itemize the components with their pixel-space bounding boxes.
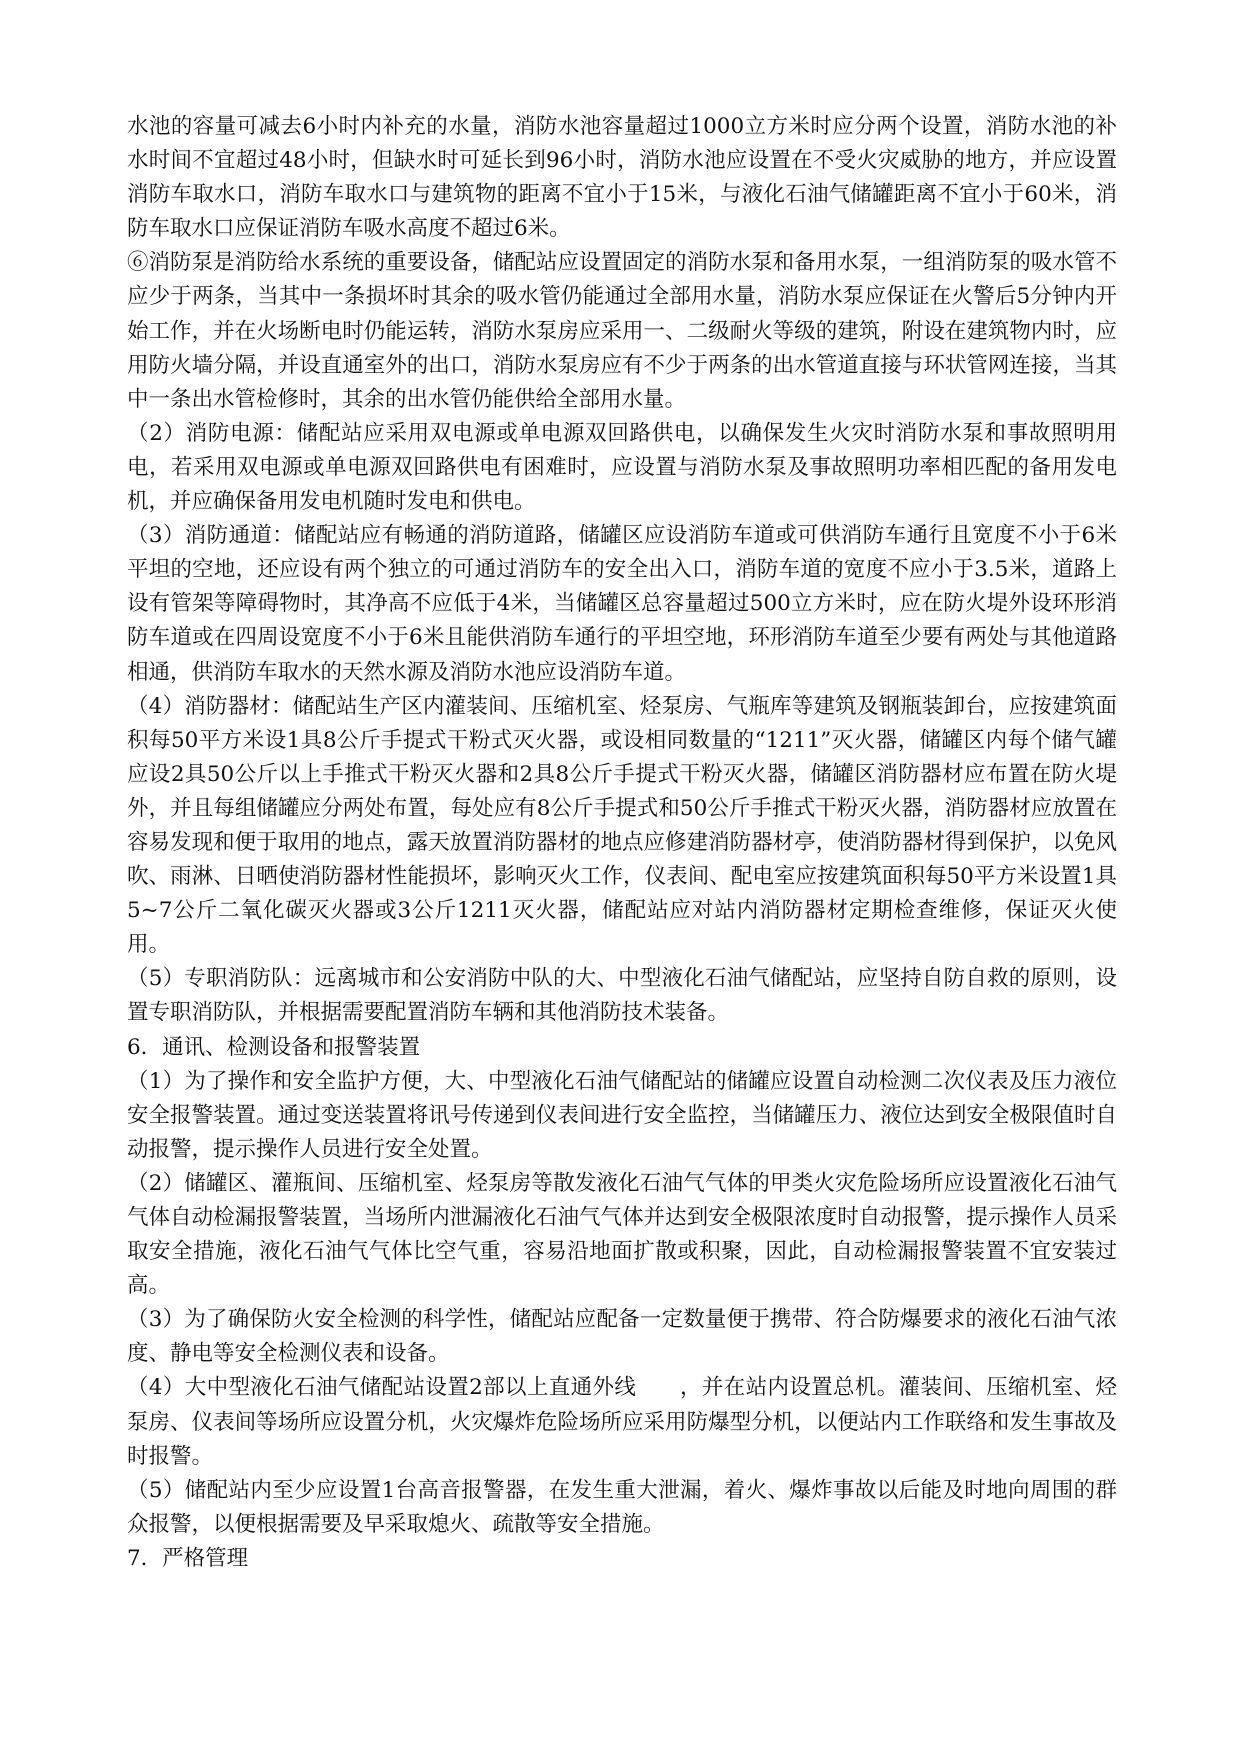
paragraph-fire-road: （3）消防通道：储配站应有畅通的消防道路，储罐区应设消防车道或可供消防车通行且宽度不小于6米平坦的空地，还应设有两个独立的可通过消防车的安全出入口，消防车道的宽度不应小于3.5米，道路上设有管架等障碍物时，其净高不应低于4米，当储罐区总容量超过500立方米时，应在防火堤外设环形消防车道或在四周设宽度不小于6米且能供消防车通行的平坦空地，环形消防车道至少要有两处与其他道路相通，供消防车取水的天然水源及消防水池应设消防车道。 bbox=[127, 523, 1117, 685]
paragraph-fire-power: （2）消防电源：储配站应采用双电源或单电源双回路供电，以确保发生火灾时消防水泵和事故照明用电，若采用双电源或单电源双回路供电有困难时，应设置与消防水泵及事故照明功率相匹配的备用发电机，并应确保备用发电机随时发电和供电。 bbox=[127, 420, 1117, 515]
paragraph-water-tank: 水池的容量可减去6小时内补充的水量，消防水池容量超过1000立方米时应分两个设置，消防水池的补水时间不宜超过48小时，但缺水时可延长到96小时，消防水池应设置在不受火灾威胁的地方，并应设置消防车取水口，消防车取水口与建筑物的距离不宜小于15米，与液化石油气储罐距离不宜小于60米，消防车取水口应保证消防车吸水高度不超过6米。 bbox=[127, 114, 1117, 242]
paragraph-fire-equipment: （4）消防器材：储配站生产区内灌装间、压缩机室、烃泵房、气瓶库等建筑及钢瓶装卸台，应按建筑面积每50平方米设1具8公斤手提式干粉式灭火器，或设相同数量的“1211”灭火器，储罐区内每个储气罐应设2具50公斤以上手推式干粉灭火器和2具8公斤手提式干粉灭火器，储罐区消防器材应布置在防火堤外，并且每组储罐应分两处布置，每处应有8公斤手提式和50公斤手推式干粉灭火器，消防器材应放置在容易发现和便于取用的地点，露天放置消防器材的地点应修建消防器材亭，使消防器材得到保护，以免风吹、雨淋、日晒使消防器材性能损坏，影响灭火工作，仪表间、配电室应按建筑面积每50平方米设置1具5~7公斤二氧化碳灭火器或3公斤1211灭火器，储配站应对站内消防器材定期检查维修，保证灭火使用。 bbox=[127, 693, 1117, 958]
paragraph-detection-instruments: （3）为了确保防火安全检测的科学性，储配站应配备一定数量便于携带、符合防爆要求的液化石油气浓度、静电等安全检测仪表和设备。 bbox=[127, 1307, 1117, 1367]
paragraph-siren: （5）储配站内至少应设置1台高音报警器，在发生重大泄漏，着火、爆炸事故以后能及时地向周围的群众报警，以便根据需要及早采取熄火、疏散等安全措施。 bbox=[127, 1477, 1117, 1537]
paragraph-leak-alarm: （2）储罐区、灌瓶间、压缩机室、烃泵房等散发液化石油气气体的甲类火灾危险场所应设置液化石油气气体自动检漏报警装置，当场所内泄漏液化石油气气体并达到安全极限浓度时自动报警，提示操作人员采取安全措施，液化石油气气体比空气重，容易沿地面扩散或积聚，因此，自动检漏报警装置不宜安装过高。 bbox=[127, 1170, 1117, 1299]
section-heading-6: 6．通讯、检测设备和报警装置 bbox=[127, 1034, 421, 1060]
document-page bbox=[127, 110, 1117, 1576]
paragraph-telephone: （4）大中型液化石油气储配站设置2部以上直通外线 ，并在站内设置总机。灌装间、压缩机室、烃泵房、仪表间等场所应设置分机，火灾爆炸危险场所应采用防爆型分机，以便站内工作联络和发生事故及时报警。 bbox=[127, 1375, 1117, 1469]
paragraph-monitoring: （1）为了操作和安全监护方便，大、中型液化石油气储配站的储罐应设置自动检测二次仪表及压力液位安全报警装置。通过变送装置将讯号传递到仪表间进行安全监控，当储罐压力、液位达到安全极限值时自动报警，提示操作人员进行安全处置。 bbox=[127, 1068, 1117, 1162]
paragraph-fire-brigade: （5）专职消防队：远离城市和公安消防中队的大、中型液化石油气储配站，应坚持自防自救的原则，设置专职消防队，并根据需要配置消防车辆和其他消防技术装备。 bbox=[127, 966, 1117, 1026]
section-heading-7: 7．严格管理 bbox=[127, 1545, 249, 1571]
paragraph-fire-pump: ⑥消防泵是消防给水系统的重要设备，储配站应设置固定的消防水泵和备用水泵，一组消防泵的吸水管不应少于两条，当其中一条损坏时其余的吸水管仍能通过全部用水量，消防水泵应保证在火警后5分钟内开始工作，并在火场断电时仍能运转，消防水泵房应采用一、二级耐火等级的建筑，附设在建筑物内时，应用防火墙分隔，并设直通室外的出口，消防水泵房应有不少于两条的出水管道直接与环状管网连接，当其中一条出水管检修时，其余的出水管仍能供给全部用水量。 bbox=[127, 250, 1117, 412]
